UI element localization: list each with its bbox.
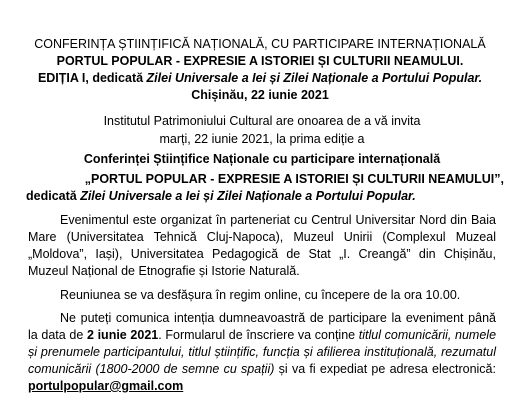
edition-label: EDIȚIA I, dedicată [37, 71, 147, 85]
call-text-2: . Formularul de înscriere va conține [158, 328, 359, 342]
document-header [0, 36, 520, 104]
call-text-1: Ne puteți comunica intenția dumneavoastră de participare la eveniment până la data de [28, 311, 496, 342]
place-date: Chișinău, 22 iunie 2021 [191, 88, 329, 102]
participation-paragraph [28, 310, 496, 395]
invitation-line-2: marți, 22 iunie 2021, la prima ediție a [159, 132, 365, 146]
conference-full-title [24, 171, 504, 205]
contact-email-link[interactable]: portulpopular@gmail.com [28, 379, 184, 393]
conference-full-title-line-1: „PORTUL POPULAR - EXPRESIE A ISTORIEI ȘI CULTURII NEAMULUI”, [84, 172, 504, 186]
conference-name-block [28, 151, 496, 168]
edition-dedication: Zilei Universale a Iei și Zilei Naționale a Portului Popular. [146, 71, 483, 85]
invitation-line-3: Conferinței Științifice Naționale cu participare internațională [83, 152, 441, 166]
conference-full-title-line-2 [24, 188, 504, 205]
conference-heading: CONFERINȚA ȘTIINȚIFICĂ NAȚIONALĂ, CU PARTICIPARE INTERNAȚIONALĂ [34, 37, 486, 51]
online-paragraph: Reuniunea se va desfășura în regim online, cu începere de la ora 10.00. [60, 288, 461, 302]
edition-line [0, 70, 520, 87]
dedication-label: dedicată [26, 189, 81, 203]
invitation-block [28, 113, 496, 130]
invitation-line-1: Institutul Patrimoniului Cultural are onoarea de a vă invita [103, 114, 421, 128]
conference-title: PORTUL POPULAR - EXPRESIE A ISTORIEI ȘI CULTURII NEAMULUI. [56, 54, 464, 68]
partners-paragraph: Evenimentul este organizat în parteneriat cu Centrul Universitar Nord din Baia Mare (Universitatea Tehnică Cluj-Napoca), Muzeul Unirii (Complexul Muzeal „Moldova”, Iași), Universitatea Pedagogică de Stat „I. Creangă” din Chișinău, Muzeul Național de Etnografie și Istorie Naturală. [28, 213, 496, 278]
form-fields: titlul comunicării, numele și prenumele participantului, titlul științific, funcția și afilierea instituțională, rezumatul comunicării (1800-2000 de semne cu spații) [28, 328, 497, 376]
invitation-date-block [28, 131, 496, 148]
dedication-text: Zilei Universale a Iei și Zilei Naționale a Portului Popular. [80, 189, 416, 203]
call-text-3: și va fi expediat pe adresa electronică: [274, 362, 496, 376]
deadline-date: 2 iunie 2021 [86, 328, 159, 342]
